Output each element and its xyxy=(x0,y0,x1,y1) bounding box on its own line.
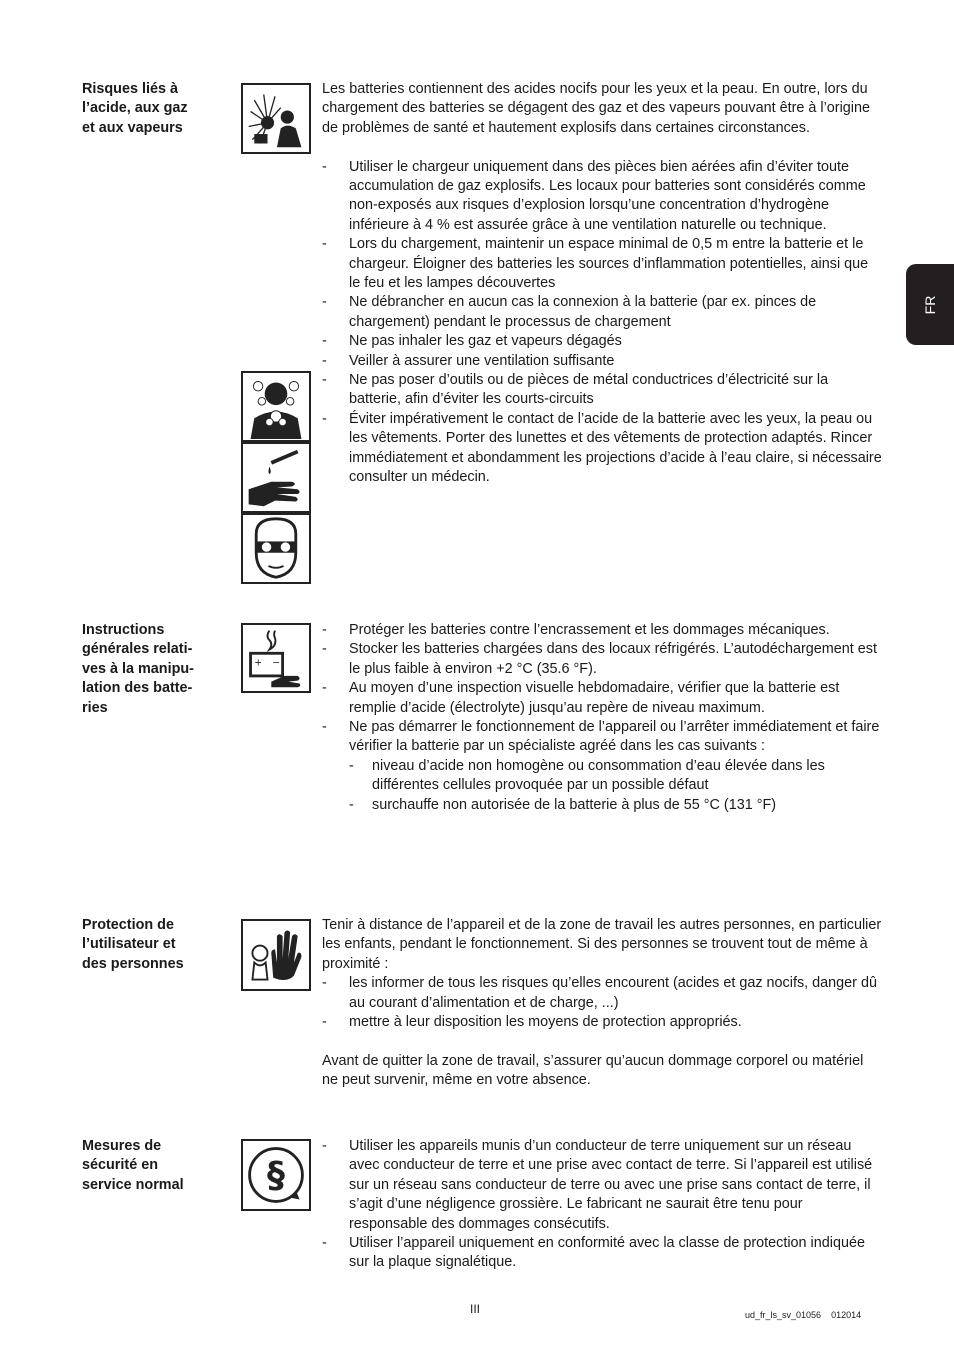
list-item: - Utiliser les appareils munis d’un conducteur de terre uniquement sur un réseau avec conducteur de terre et une prise avec contact de terre. Si l’appareil est utilisé sur un réseau sans conducteur de terre ou avec une prise sans contact de terre, il s’agit d’une négligence grossière. Le fabricant ne saurait être tenu pour responsable des dommages consécutifs. xyxy=(322,1138,873,1232)
sub-list-item: - surchauffe non autorisée de la batterie à plus de 55 °C (131 °F) xyxy=(349,796,777,813)
acid-hand-icon xyxy=(241,442,311,513)
language-tab-label: FR xyxy=(922,295,938,314)
svg-text:−: − xyxy=(272,657,281,669)
document-reference xyxy=(745,1310,861,1320)
section-heading-acid-risks: Risques liés à l’acide, aux gaz et aux vapeurs xyxy=(82,81,188,136)
list-item: - Au moyen d’une inspection visuelle hebdomadaire, vérifier que la batterie est remplie d’acide (électrolyte) jusqu’au repère de niveau maximum. xyxy=(322,680,840,716)
list-item: - Utiliser l’appareil uniquement en conformité avec la classe de protection indiquée sur la plaque signalétique. xyxy=(322,1235,865,1271)
section-heading-battery-handling: Instructions générales relati- ves à la manipu- lation des batte- ries xyxy=(82,622,194,716)
svg-text:+: + xyxy=(254,657,263,669)
page-number: III xyxy=(470,1302,481,1316)
paragraph-regulation-icon xyxy=(241,1139,311,1211)
list-item: - Protéger les batteries contre l’encrassement et les dommages mécaniques. xyxy=(322,622,830,638)
user-protection-outro: Avant de quitter la zone de travail, s’assurer qu’aucun dommage corporel ou matériel ne peut survenir, même en votre absence. xyxy=(322,1052,864,1089)
svg-text:§: § xyxy=(267,1155,285,1197)
language-tab xyxy=(906,264,954,345)
section-body-acid-risks xyxy=(322,80,882,488)
list-item: - Veiller à assurer une ventilation suffisante xyxy=(322,352,615,369)
section-body-user-protection xyxy=(322,916,882,1091)
user-protection-intro: Tenir à distance de l’appareil et de la zone de travail les autres personnes, en particulier les enfants, pendant le fonctionnement. Si des personnes se trouvent tout de même à proximité : xyxy=(322,917,882,972)
list-item: - Éviter impérativement le contact de l’acide de la batterie avec les yeux, la peau ou les vêtements. Porter des lunettes et des vêtements de protection adaptés. Rincer immédiatement et abondamment les projections d’acide à l’eau claire, si nécessaire consulter un médecin. xyxy=(322,410,882,486)
battery-handling-icon xyxy=(241,623,311,693)
safety-goggles-icon xyxy=(241,513,311,584)
list-item: - Ne pas inhaler les gaz et vapeurs dégagés xyxy=(322,333,622,350)
acid-risks-intro: Les batteries contiennent des acides nocifs pour les yeux et la peau. En outre, lors du chargement des batteries se dégagent des gaz et des vapeurs pouvant être à l’origine de problèmes de santé et hautement explosifs dans certaines circonstances. xyxy=(322,81,870,136)
list-item: - les informer de tous les risques qu’elles encourent (acides et gaz nocifs, danger dû au courant d’alimentation et de charge, ...) xyxy=(322,975,877,1011)
section-heading-normal-operation: Mesures de sécurité en service normal xyxy=(82,1138,184,1193)
list-item: - Ne pas poser d’outils ou de pièces de métal conductrices d’électricité sur la batterie, afin d’éviter les courts-circuits xyxy=(322,372,829,408)
document-code: ud_fr_ls_sv_01056 xyxy=(745,1310,822,1320)
sub-list-item: - niveau d’acide non homogène ou consommation d’eau élevée dans les différentes cellules provoquée par un possible défaut xyxy=(349,757,825,794)
list-item: - Ne débrancher en aucun cas la connexion à la batterie (par ex. pinces de chargement) pendant le processus de chargement xyxy=(322,294,817,330)
gas-inhalation-icon xyxy=(241,371,311,442)
list-item: - Lors du chargement, maintenir un espace minimal de 0,5 m entre la batterie et le chargeur. Éloigner des batteries les sources d’inflammation potentielles, ainsi que le feu et les lampes découvertes xyxy=(322,236,869,292)
list-item: - Utiliser le chargeur uniquement dans des pièces bien aérées afin d’éviter toute accumulation de gaz explosifs. Les locaux pour batteries sont considérés comme non-exposés aux risques d’explosion lorsqu’une concentration d’hydrogène inférieure à 4 % est assurée grâce à une ventilation naturelle ou technique. xyxy=(322,158,866,233)
section-body-normal-operation xyxy=(322,1137,882,1273)
section-heading-user-protection: Protection de l’utilisateur et des personnes xyxy=(82,917,184,972)
document-date: 012014 xyxy=(831,1310,862,1320)
explosion-icon xyxy=(241,83,311,154)
list-item: - Ne pas démarrer le fonctionnement de l’appareil ou l’arrêter immédiatement et faire vérifier la batterie par un spécialiste agréé dans les cas suivants : xyxy=(322,719,880,755)
list-item: - mettre à leur disposition les moyens de protection appropriés. xyxy=(322,1014,742,1031)
list-item: - Stocker les batteries chargées dans des locaux réfrigérés. L’autodéchargement est le plus faible à environ +2 °C (35.6 °F). xyxy=(322,641,877,677)
section-body-battery-handling xyxy=(322,621,882,815)
stop-hand-icon xyxy=(241,919,311,991)
